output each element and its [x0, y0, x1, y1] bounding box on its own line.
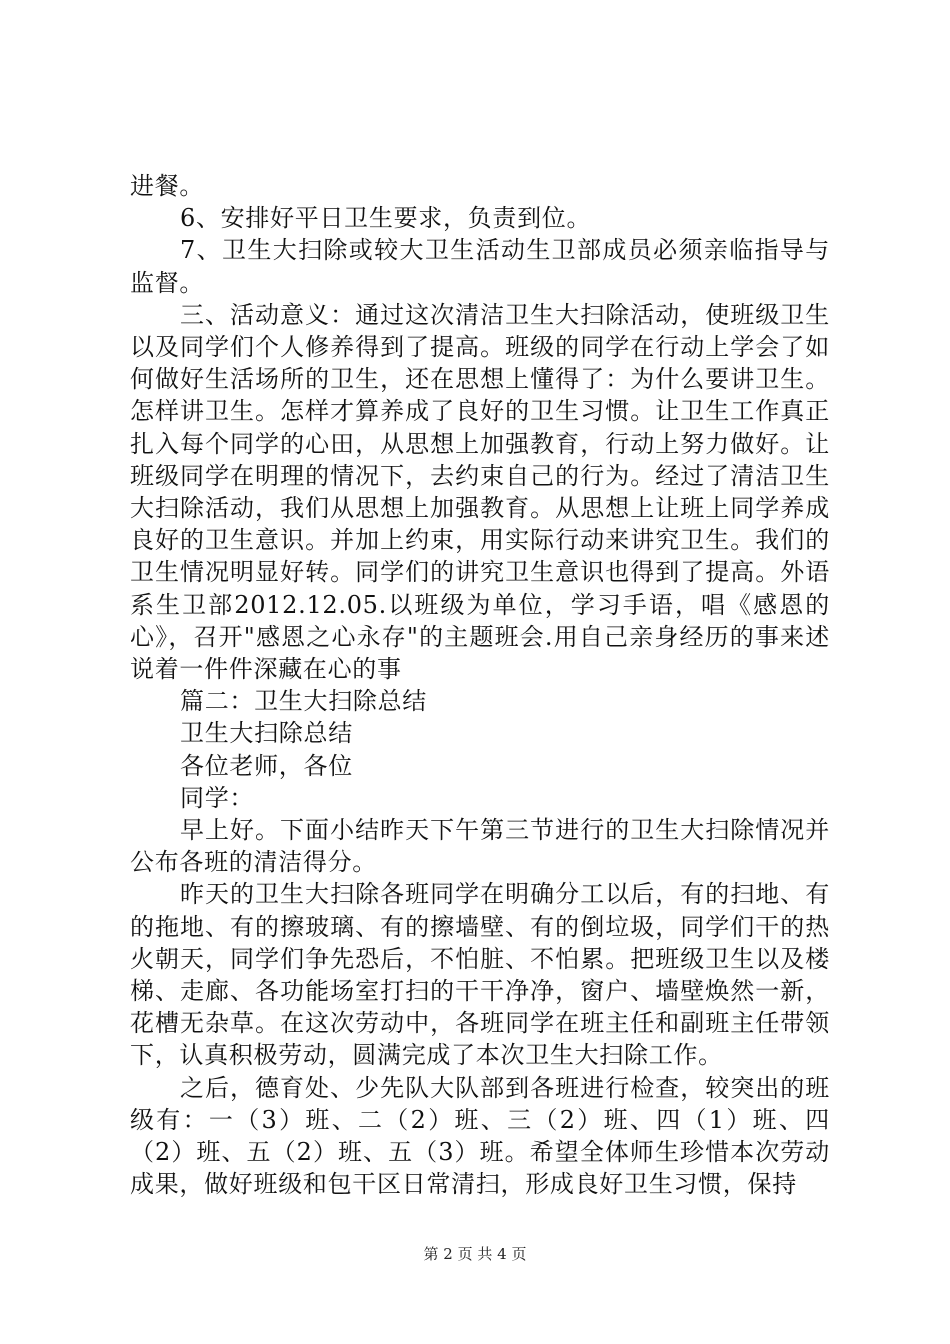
- paragraph: 同学：: [180, 783, 255, 812]
- page-number-footer: 第 2 页 共 4 页: [423, 1245, 527, 1263]
- paragraph: 7、卫生大扫除或较大卫生活动生卫部成员必须亲临指导与监督。: [130, 236, 830, 297]
- paragraph: 之后，德育处、少先队大队部到各班进行检查，较突出的班级有：一（3）班、二（2）班、三（2）班、四（1）班、四（2）班、五（2）班、五（3）班。希望全体师生珍惜本次劳动成果，做好班级和包干区日常清扫，形成良好卫生习惯，保持: [130, 1073, 830, 1199]
- paragraph: 卫生大扫除总结: [180, 719, 353, 748]
- paragraph: 早上好。下面小结昨天下午第三节进行的卫生大扫除情况并公布各班的清洁得分。: [130, 816, 830, 877]
- paragraph: 昨天的卫生大扫除各班同学在明确分工以后，有的扫地、有的拖地、有的擦玻璃、有的擦墙壁、有的倒垃圾，同学们干的热火朝天，同学们争先恐后，不怕脏、不怕累。把班级卫生以及楼梯、走廊、各功能场室打扫的干干净净，窗户、墙壁焕然一新，花槽无杂草。在这次劳动中，各班同学在班主任和副班主任带领下，认真积极劳动，圆满完成了本次卫生大扫除工作。: [130, 880, 830, 1070]
- paragraph: 三、活动意义：通过这次清洁卫生大扫除活动，使班级卫生以及同学们个人修养得到了提高。班级的同学在行动上学会了如何做好生活场所的卫生，还在思想上懂得了：为什么要讲卫生。怎样讲卫生。怎样才算养成了良好的卫生习惯。让卫生工作真正扎入每个同学的心田，从思想上加强教育，行动上努力做好。让班级同学在明理的情况下，去约束自己的行为。经过了清洁卫生大扫除活动，我们从思想上加强教育。从思想上让班上同学养成良好的卫生意识。并加上约束，用实际行动来讲究卫生。我们的卫生情况明显好转。同学们的讲究卫生意识也得到了提高。外语系生卫部2012.12.05.以班级为单位，学习手语，唱《感恩的心》，召开"感恩之心永存"的主题班会.用自己亲身经历的事来述说着一件件深藏在心的事: [130, 300, 830, 684]
- document-body: [130, 170, 830, 1201]
- paragraph: 6、安排好平日卫生要求，负责到位。: [180, 204, 592, 233]
- paragraph: 各位老师，各位: [180, 751, 353, 780]
- paragraph: 进餐。: [130, 172, 205, 200]
- section-heading: 篇二：卫生大扫除总结: [180, 687, 427, 716]
